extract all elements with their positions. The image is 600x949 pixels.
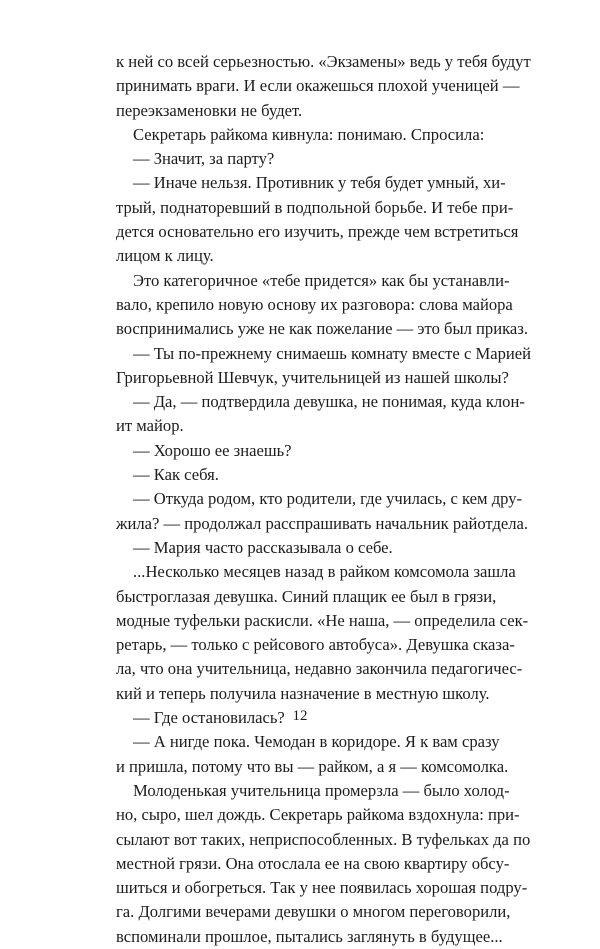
text-line: сылают вот таких, неприспособленных. В туфельках да по [116,829,531,849]
text-line: лицом к лицу. [116,246,214,266]
text-line: шиться и обогреться. Так у нее появилась хорошая подру- [116,878,528,898]
text-line: — Где остановилась? [133,708,285,728]
text-line: — Хорошо ее знаешь? [133,440,292,460]
text-line: — Да, — подтвердила девушка, не понимая, куда клон- [133,392,525,412]
body-text [116,50,531,949]
text-line: ретарь, — только с рейсового автобуса». Девушка сказа- [116,635,515,655]
text-line: но, сыро, шел дождь. Секретарь райкома вздохнула: при- [116,805,520,825]
text-line: кий и теперь получила назначение в местную школу. [116,683,490,703]
text-line: к ней со всей серьезностью. «Экзамены» ведь у тебя будут [116,52,531,71]
text-line: Молоденькая учительница промерзла — было холод- [133,780,510,800]
text-line: ит майор. [116,416,184,436]
text-line: вспоминали прошлое, пытались заглянуть в будущее... [116,926,503,946]
text-line: — Ты по-прежнему снимаешь комнату вместе с Марией [133,343,531,363]
text-line: — Мария часто рассказывала о себе. [133,537,393,557]
text-line: и пришла, потому что вы — райком, а я — комсомолка. [116,756,509,776]
text-line: ...Несколько месяцев назад в райком комсомола зашла [133,562,516,582]
text-line: ла, что она учительница, недавно закончила педагогичес- [116,659,523,679]
text-line: Это категоричное «тебе придется» как бы устанавли- [133,270,510,290]
text-line: — Значит, за парту? [133,149,275,169]
text-line: жила? — продолжал расспрашивать начальник райотдела. [116,513,529,533]
text-line: Секретарь райкома кивнула: понимаю. Спросила: [133,124,485,144]
text-line: трый, поднаторевший в подпольной борьбе. И тебе при- [116,197,514,217]
page-number: 12 [292,708,308,724]
text-line: — Иначе нельзя. Противник у тебя будет умный, хи- [133,173,506,193]
text-line: принимать враги. И если окажешься плохой ученицей — [116,76,520,96]
text-line: — Откуда родом, кто родители, где училась, с кем дру- [133,489,523,509]
text-line: — Как себя. [133,465,219,485]
text-line: местной грязи. Она отослала ее на свою квартиру обсу- [116,853,510,873]
text-line: воспринимались уже не как пожелание — это был приказ. [116,319,528,339]
text-line: га. Долгими вечерами девушки о многом переговорили, [116,902,511,922]
text-line: модные туфельки раскисли. «Не наша, — определила сек- [116,610,529,630]
text-line: переэкзаменовки не будет. [116,100,303,120]
text-line: дется основательно его изучить, прежде чем встретиться [116,222,519,242]
text-line: быстроглазая девушка. Синий плащик ее был в грязи, [116,586,497,606]
text-line: — А нигде пока. Чемодан в коридоре. Я к вам сразу [133,732,500,752]
text-line: вало, крепило новую основу их разговора: слова майора [116,294,513,314]
text-line: Григорьевной Шевчук, учительницей из нашей школы? [116,367,509,387]
